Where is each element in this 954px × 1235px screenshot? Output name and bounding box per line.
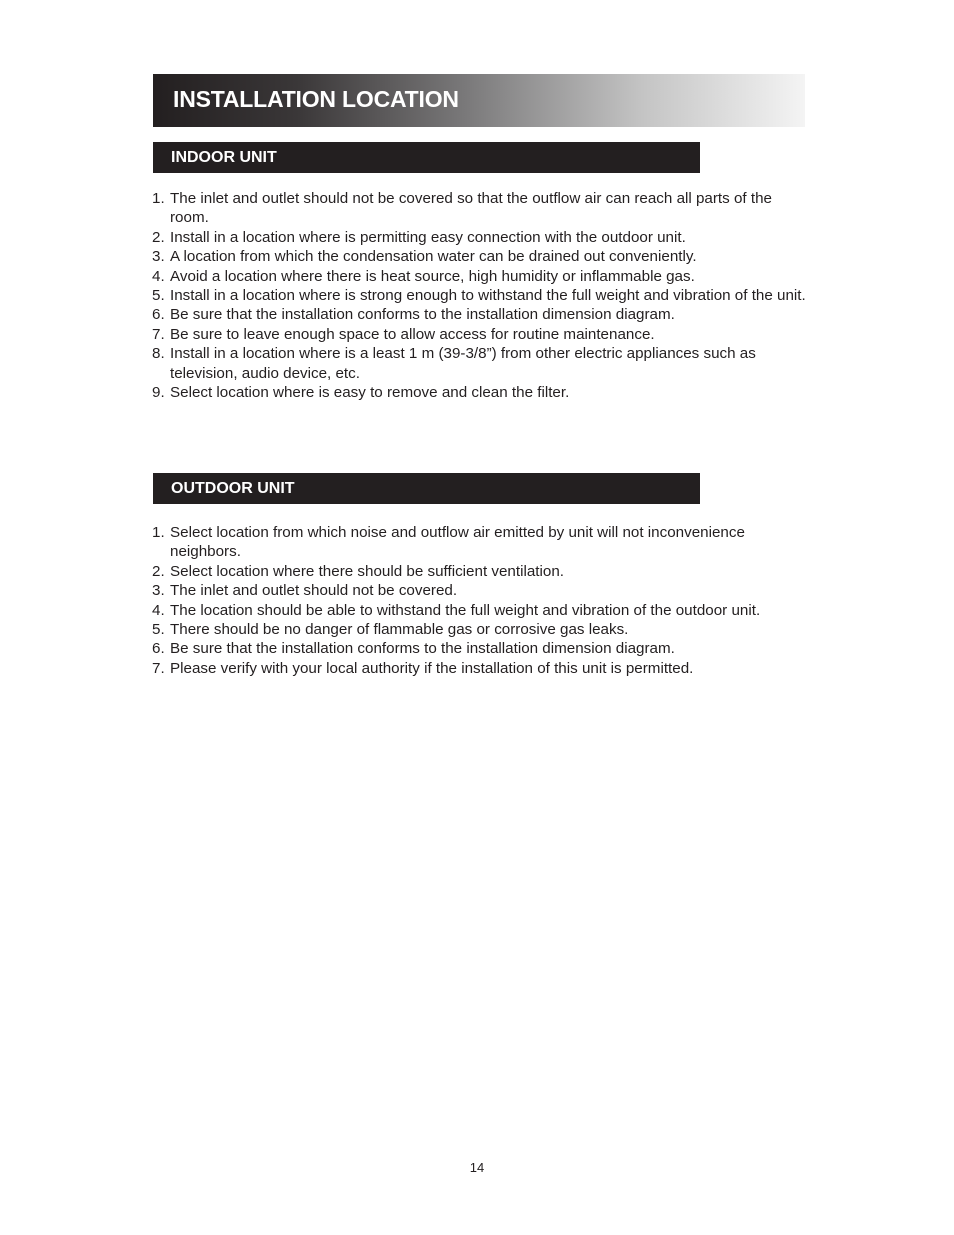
item-text: Be sure that the installation conforms to the installation dimension diagram.	[170, 640, 675, 658]
item-number: 1.	[152, 190, 165, 207]
list-item	[152, 189, 812, 228]
item-text: A location from which the condensation water can be drained out conveniently.	[170, 248, 697, 266]
list-item	[152, 601, 812, 620]
page-number: 14	[469, 1160, 485, 1175]
list-item	[152, 639, 812, 658]
outdoor-unit-heading: OUTDOOR UNIT	[171, 480, 295, 497]
list-item	[152, 247, 812, 266]
item-text: There should be no danger of flammable gas or corrosive gas leaks.	[170, 621, 629, 639]
item-number: 5.	[152, 287, 165, 305]
list-item	[152, 620, 812, 639]
item-text: Please verify with your local authority if the installation of this unit is permitted.	[170, 659, 694, 677]
item-number: 4.	[152, 267, 165, 285]
item-text: The inlet and outlet should not be covered.	[170, 582, 458, 600]
item-number: 7.	[152, 659, 165, 677]
list-item	[152, 344, 812, 383]
indoor-unit-header	[153, 142, 700, 173]
item-number: 2.	[152, 562, 165, 580]
item-text: Avoid a location where there is heat source, high humidity or inflammable gas.	[170, 267, 695, 285]
item-number: 8.	[152, 345, 165, 363]
item-text: Be sure to leave enough space to allow access for routine maintenance.	[170, 325, 655, 343]
list-item	[152, 228, 812, 247]
item-text: Select location where is easy to remove and clean the filter.	[170, 384, 570, 402]
outdoor-unit-header	[153, 473, 700, 504]
item-number: 2.	[152, 228, 165, 246]
list-item	[152, 523, 812, 562]
list-item	[152, 305, 812, 324]
page-title: INSTALLATION LOCATION	[173, 86, 459, 112]
item-text: Be sure that the installation conforms to the installation dimension diagram.	[170, 306, 675, 324]
list-item	[152, 267, 812, 286]
item-number: 6.	[152, 306, 165, 324]
list-item	[152, 325, 812, 344]
item-number: 3.	[152, 582, 165, 600]
item-number: 5.	[152, 621, 165, 639]
list-item	[152, 581, 812, 600]
item-number: 4.	[152, 601, 165, 619]
item-text: Install in a location where is strong enough to withstand the full weight and vibration of the unit.	[170, 287, 806, 305]
title-banner	[153, 74, 805, 127]
item-text: Select location where there should be sufficient ventilation.	[170, 562, 564, 580]
item-text: The inlet and outlet should not be covered so that the outflow air can reach all parts of the room.	[170, 190, 772, 227]
item-number: 6.	[152, 640, 165, 658]
item-text: Install in a location where is permitting easy connection with the outdoor unit.	[170, 228, 686, 246]
item-text: Select location from which noise and outflow air emitted by unit will not inconvenience neighbors.	[170, 524, 745, 561]
indoor-unit-list	[152, 189, 812, 402]
list-item	[152, 562, 812, 581]
item-text: Install in a location where is a least 1 m (39-3/8”) from other electric appliances such as television, audio device, etc.	[170, 345, 756, 382]
outdoor-unit-list	[152, 523, 812, 678]
item-number: 7.	[152, 325, 165, 343]
list-item	[152, 659, 812, 678]
item-number: 1.	[152, 524, 165, 541]
item-text: The location should be able to withstand the full weight and vibration of the outdoor unit.	[170, 601, 761, 619]
list-item	[152, 286, 812, 305]
indoor-unit-heading: INDOOR UNIT	[171, 149, 277, 166]
list-item	[152, 383, 812, 402]
item-number: 3.	[152, 248, 165, 266]
item-number: 9.	[152, 384, 165, 402]
